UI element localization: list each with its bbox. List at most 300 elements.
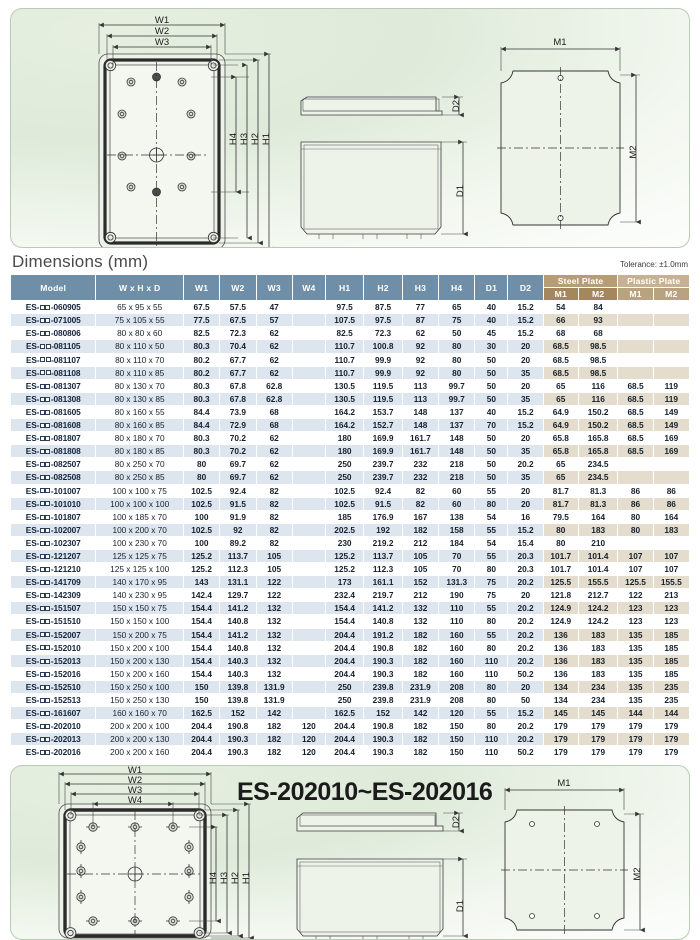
cell-sm1: 79.5 [543,510,578,523]
cell-h1: 250 [325,694,363,707]
cell-h4: 110 [439,615,475,628]
cell-w4 [292,563,325,576]
cell-w2: 91.5 [220,497,256,510]
cell-w4 [292,628,325,641]
cell-sm1: 136 [543,628,578,641]
cell-h1: 250 [325,458,363,471]
cell-w2: 72.3 [220,327,256,340]
cell-whd: 200 x 200 x 100 [96,720,184,733]
cell-model: ES- -081808 [11,445,96,458]
cell-w2: 67.7 [220,366,256,379]
cell-sm1: 101.7 [543,563,578,576]
cell-sm1: 66 [543,314,578,327]
cell-whd: 140 x 170 x 95 [96,576,184,589]
cell-sm2: 145 [578,707,618,720]
cell-w1: 154.4 [183,602,219,615]
cell-d2: 15.2 [508,707,543,720]
cell-w1: 80.3 [183,392,219,405]
cell-d2: 16 [508,510,543,523]
cell-w3: 62.8 [256,392,292,405]
cell-h1: 164.2 [325,405,363,418]
cell-h2: 190.3 [364,667,402,680]
cell-d1: 75 [475,589,508,602]
cell-h4: 138 [439,510,475,523]
cell-model: ES- -152510 [11,680,96,693]
cell-whd: 80 x 180 x 70 [96,432,184,445]
cell-w4 [292,314,325,327]
cell-w4 [292,667,325,680]
cell-d2: 20.2 [508,641,543,654]
cell-w4 [292,680,325,693]
cell-w4 [292,510,325,523]
cell-pm1: 68.5 [618,432,653,445]
cell-w3: 105 [256,549,292,562]
cell-w4 [292,536,325,549]
cell-w3: 132 [256,654,292,667]
cell-w3: 57 [256,314,292,327]
cell-w1: 154.4 [183,667,219,680]
cell-w3: 182 [256,720,292,733]
cell-sm1: 68 [543,327,578,340]
cell-whd: 125 x 125 x 75 [96,549,184,562]
cell-whd: 100 x 200 x 70 [96,523,184,536]
cell-pm2: 155.5 [653,576,689,589]
cell-sm1: 179 [543,733,578,746]
label-h4: H4 [228,132,239,146]
cell-pm1: 179 [618,746,653,759]
table-row [11,340,690,353]
cell-d1: 55 [475,549,508,562]
cell-h2: 190.3 [364,654,402,667]
label-h1-bottom: H1 [241,872,252,885]
cell-h3: 113 [402,392,438,405]
cell-h3: 82 [402,484,438,497]
cell-pm1 [618,536,653,549]
cell-w3: 62 [256,366,292,379]
cell-model: ES- -161607 [11,707,96,720]
bottom-drawing-title: ES-202010~ES-202016 [237,778,493,807]
cell-pm2 [653,353,689,366]
cell-model: ES- -060905 [11,301,96,314]
cell-h3: 182 [402,746,438,759]
cell-w2: 69.7 [220,458,256,471]
cell-h2: 169.9 [364,432,402,445]
cell-h1: 102.5 [325,497,363,510]
cell-h4: 137 [439,419,475,432]
cell-sm2: 98.5 [578,340,618,353]
table-row [11,641,690,654]
cell-h1: 102.5 [325,484,363,497]
cell-pm1: 107 [618,563,653,576]
cell-pm1: 135 [618,680,653,693]
cell-pm2: 213 [653,589,689,602]
table-row [11,353,690,366]
cell-w4 [292,549,325,562]
cell-h3: 62 [402,327,438,340]
cell-w1: 80.3 [183,379,219,392]
cell-pm2: 123 [653,615,689,628]
cell-sm2: 155.5 [578,576,618,589]
cell-h4: 218 [439,471,475,484]
cell-w2: 92.4 [220,484,256,497]
cell-h3: 182 [402,654,438,667]
cell-d1: 50 [475,379,508,392]
cell-w4 [292,484,325,497]
cell-w3: 182 [256,733,292,746]
cell-d2: 20 [508,353,543,366]
cell-sm2: 183 [578,628,618,641]
cell-sm2: 179 [578,720,618,733]
cell-sm1: 54 [543,301,578,314]
cell-d1: 30 [475,340,508,353]
cell-w1: 204.4 [183,720,219,733]
cell-w2: 140.8 [220,615,256,628]
table-row [11,419,690,432]
cell-h4: 110 [439,602,475,615]
label-w4-bottom: W4 [127,795,143,807]
cell-w2: 57.5 [220,301,256,314]
col-h4: H4 [439,275,475,301]
cell-w2: 70.4 [220,340,256,353]
cell-h1: 162.5 [325,707,363,720]
cell-pm1 [618,366,653,379]
cell-d1: 110 [475,733,508,746]
cell-d2: 15.2 [508,327,543,340]
cell-w2: 140.3 [220,654,256,667]
cell-w1: 150 [183,694,219,707]
cell-h4: 184 [439,536,475,549]
cell-pm2: 235 [653,680,689,693]
cell-w4: 120 [292,720,325,733]
table-body [11,301,690,759]
cell-h3: 231.9 [402,694,438,707]
cell-d1: 50 [475,392,508,405]
cell-whd: 80 x 130 x 85 [96,392,184,405]
cell-h2: 92.4 [364,484,402,497]
cell-whd: 140 x 230 x 95 [96,589,184,602]
cell-w4 [292,576,325,589]
cell-w4 [292,471,325,484]
table-row [11,628,690,641]
cell-h1: 180 [325,445,363,458]
cell-d2: 20 [508,340,543,353]
cell-pm1 [618,327,653,340]
label-h2-bottom: H2 [230,872,241,885]
cell-w4 [292,445,325,458]
cell-pm2 [653,314,689,327]
cell-sm2: 164 [578,510,618,523]
cell-whd: 125 x 125 x 100 [96,563,184,576]
cell-model: ES- -102007 [11,523,96,536]
table-row [11,563,690,576]
cell-pm1 [618,471,653,484]
cell-sm2: 150.2 [578,405,618,418]
cell-model: ES- -152016 [11,667,96,680]
cell-h2: 239.7 [364,458,402,471]
cell-w2: 70.2 [220,445,256,458]
dimensions-table [10,274,690,759]
cell-h4: 150 [439,746,475,759]
cell-h3: 212 [402,589,438,602]
cell-w2: 141.2 [220,602,256,615]
cell-h1: 180 [325,432,363,445]
cell-w1: 84.4 [183,419,219,432]
cell-sm2: 165.8 [578,432,618,445]
cell-d1: 110 [475,667,508,680]
cell-whd: 80 x 160 x 55 [96,405,184,418]
cell-w3: 132 [256,615,292,628]
cell-d1: 55 [475,523,508,536]
cell-d2: 15.2 [508,419,543,432]
cell-w2: 141.2 [220,628,256,641]
cell-h2: 91.5 [364,497,402,510]
cell-w1: 102.5 [183,497,219,510]
table-row [11,379,690,392]
table-row [11,549,690,562]
cell-sm1: 80 [543,523,578,536]
cell-sm2: 93 [578,314,618,327]
cell-pm2 [653,536,689,549]
cell-w1: 154.4 [183,615,219,628]
cell-h4: 60 [439,484,475,497]
cell-pm2: 164 [653,510,689,523]
cell-w3: 132 [256,602,292,615]
cell-model: ES- -081307 [11,379,96,392]
cell-w4 [292,615,325,628]
cell-sm2: 101.4 [578,549,618,562]
cell-sm1: 134 [543,680,578,693]
cell-whd: 200 x 200 x 160 [96,746,184,759]
cell-w3: 62 [256,432,292,445]
cell-h2: 119.5 [364,379,402,392]
cell-h2: 239.8 [364,680,402,693]
cell-h1: 250 [325,471,363,484]
cell-pm1: 135 [618,654,653,667]
cell-w3: 62 [256,471,292,484]
cell-sm2: 124.2 [578,615,618,628]
col-plastic-m2: M2 [653,288,689,301]
cell-h2: 99.9 [364,353,402,366]
cell-h4: 160 [439,667,475,680]
col-plastic-m1: M1 [618,288,653,301]
cell-h1: 204.4 [325,733,363,746]
cell-w1: 84.4 [183,405,219,418]
cell-d1: 110 [475,654,508,667]
cell-w2: 152 [220,707,256,720]
cell-h4: 75 [439,314,475,327]
cell-whd: 80 x 250 x 70 [96,458,184,471]
col-steel-m1: M1 [543,288,578,301]
cell-h1: 97.5 [325,301,363,314]
cell-h3: 92 [402,340,438,353]
cell-w2: 113.7 [220,549,256,562]
cell-whd: 150 x 250 x 100 [96,680,184,693]
table-row [11,484,690,497]
cell-sm1: 65 [543,392,578,405]
cell-sm1: 134 [543,694,578,707]
cell-h1: 154.4 [325,602,363,615]
cell-d2: 20 [508,497,543,510]
cell-w1: 80.2 [183,353,219,366]
cell-d1: 50 [475,445,508,458]
cell-pm1: 125.5 [618,576,653,589]
cell-pm2: 86 [653,497,689,510]
cell-w1: 125.2 [183,549,219,562]
cell-h4: 137 [439,405,475,418]
cell-w3: 105 [256,563,292,576]
cell-h3: 113 [402,379,438,392]
cell-w2: 67.7 [220,353,256,366]
cell-h4: 148 [439,445,475,458]
table-row [11,746,690,759]
cell-d1: 80 [475,680,508,693]
cell-h2: 100.8 [364,340,402,353]
label-d1: D1 [455,184,466,198]
cell-w3: 62 [256,445,292,458]
cell-pm1: 135 [618,628,653,641]
cell-whd: 80 x 110 x 85 [96,366,184,379]
cell-sm1: 136 [543,654,578,667]
cell-w4 [292,340,325,353]
cell-h4: 160 [439,641,475,654]
cell-whd: 75 x 105 x 55 [96,314,184,327]
cell-h4: 131.3 [439,576,475,589]
cell-w4 [292,641,325,654]
cell-pm2 [653,366,689,379]
table-row [11,510,690,523]
cell-pm1 [618,458,653,471]
cell-h4: 190 [439,589,475,602]
cell-h3: 167 [402,510,438,523]
cell-pm1: 68.5 [618,379,653,392]
cell-d1: 50 [475,458,508,471]
cell-sm1: 101.7 [543,549,578,562]
cell-whd: 80 x 130 x 70 [96,379,184,392]
cell-sm1: 65 [543,471,578,484]
cell-model: ES- -081107 [11,353,96,366]
cell-h1: 110.7 [325,340,363,353]
cell-whd: 80 x 110 x 70 [96,353,184,366]
cell-model: ES- -101010 [11,497,96,510]
col-whd: W x H x D [96,275,184,301]
col-w4: W4 [292,275,325,301]
cell-h1: 110.7 [325,353,363,366]
cell-model: ES- -121210 [11,563,96,576]
col-group-steel-plate: Steel Plate [543,275,618,288]
cell-pm2: 185 [653,667,689,680]
cell-whd: 100 x 230 x 70 [96,536,184,549]
cell-d2: 35 [508,392,543,405]
cell-pm2: 185 [653,628,689,641]
cell-d1: 40 [475,314,508,327]
cell-h3: 87 [402,314,438,327]
label-w1: W1 [154,15,170,26]
cell-w1: 67.5 [183,301,219,314]
cell-sm2: 183 [578,641,618,654]
cell-model: ES- -102307 [11,536,96,549]
cell-h4: 208 [439,694,475,707]
cell-h1: 204.4 [325,667,363,680]
cell-w1: 162.5 [183,707,219,720]
cell-h2: 161.1 [364,576,402,589]
cell-whd: 160 x 160 x 70 [96,707,184,720]
cell-w1: 82.5 [183,327,219,340]
table-row [11,366,690,379]
cell-w3: 131.9 [256,694,292,707]
cell-h3: 82 [402,497,438,510]
cell-whd: 100 x 185 x 70 [96,510,184,523]
label-w2: W2 [154,26,170,37]
col-d1: D1 [475,275,508,301]
cell-w1: 102.5 [183,484,219,497]
cell-h3: 182 [402,523,438,536]
cell-model: ES- -152013 [11,654,96,667]
cell-h3: 132 [402,615,438,628]
cell-pm2: 169 [653,445,689,458]
cell-w1: 204.4 [183,733,219,746]
cell-h2: 169.9 [364,445,402,458]
cell-h3: 182 [402,667,438,680]
cell-whd: 100 x 100 x 100 [96,497,184,510]
cell-d1: 80 [475,641,508,654]
cell-d2: 15.2 [508,301,543,314]
cell-h3: 182 [402,733,438,746]
col-group-plastic-plate: Plastic Plate [618,275,690,288]
cell-h1: 204.4 [325,628,363,641]
cell-w4 [292,366,325,379]
cell-pm2: 119 [653,379,689,392]
cell-w1: 80.3 [183,432,219,445]
cell-h2: 152 [364,707,402,720]
cell-pm2: 144 [653,707,689,720]
cell-w3: 62 [256,340,292,353]
cell-w4 [292,589,325,602]
cell-h4: 70 [439,549,475,562]
cell-sm2: 234.5 [578,458,618,471]
cell-model: ES- -152513 [11,694,96,707]
table-row [11,602,690,615]
cell-sm1: 145 [543,707,578,720]
cell-h2: 176.9 [364,510,402,523]
cell-sm2: 210 [578,536,618,549]
cell-d2: 50.2 [508,667,543,680]
cell-pm2: 86 [653,484,689,497]
cell-d1: 55 [475,602,508,615]
cell-pm2 [653,327,689,340]
cell-whd: 80 x 110 x 50 [96,340,184,353]
cell-w1: 154.4 [183,641,219,654]
cell-w4 [292,523,325,536]
cell-h3: 152 [402,576,438,589]
cell-d2: 20.2 [508,628,543,641]
cell-h4: 65 [439,301,475,314]
cell-w3: 142 [256,707,292,720]
cell-w2: 131.1 [220,576,256,589]
cell-w1: 100 [183,510,219,523]
cell-pm1: 179 [618,733,653,746]
cell-sm1: 179 [543,746,578,759]
cell-d2: 35 [508,445,543,458]
cell-d1: 80 [475,694,508,707]
col-steel-m2: M2 [578,288,618,301]
cell-sm1: 81.7 [543,497,578,510]
cell-h1: 204.4 [325,654,363,667]
cell-h4: 148 [439,432,475,445]
cell-model: ES- -151510 [11,615,96,628]
cell-w4 [292,654,325,667]
cell-w4 [292,379,325,392]
cell-whd: 150 x 250 x 130 [96,694,184,707]
